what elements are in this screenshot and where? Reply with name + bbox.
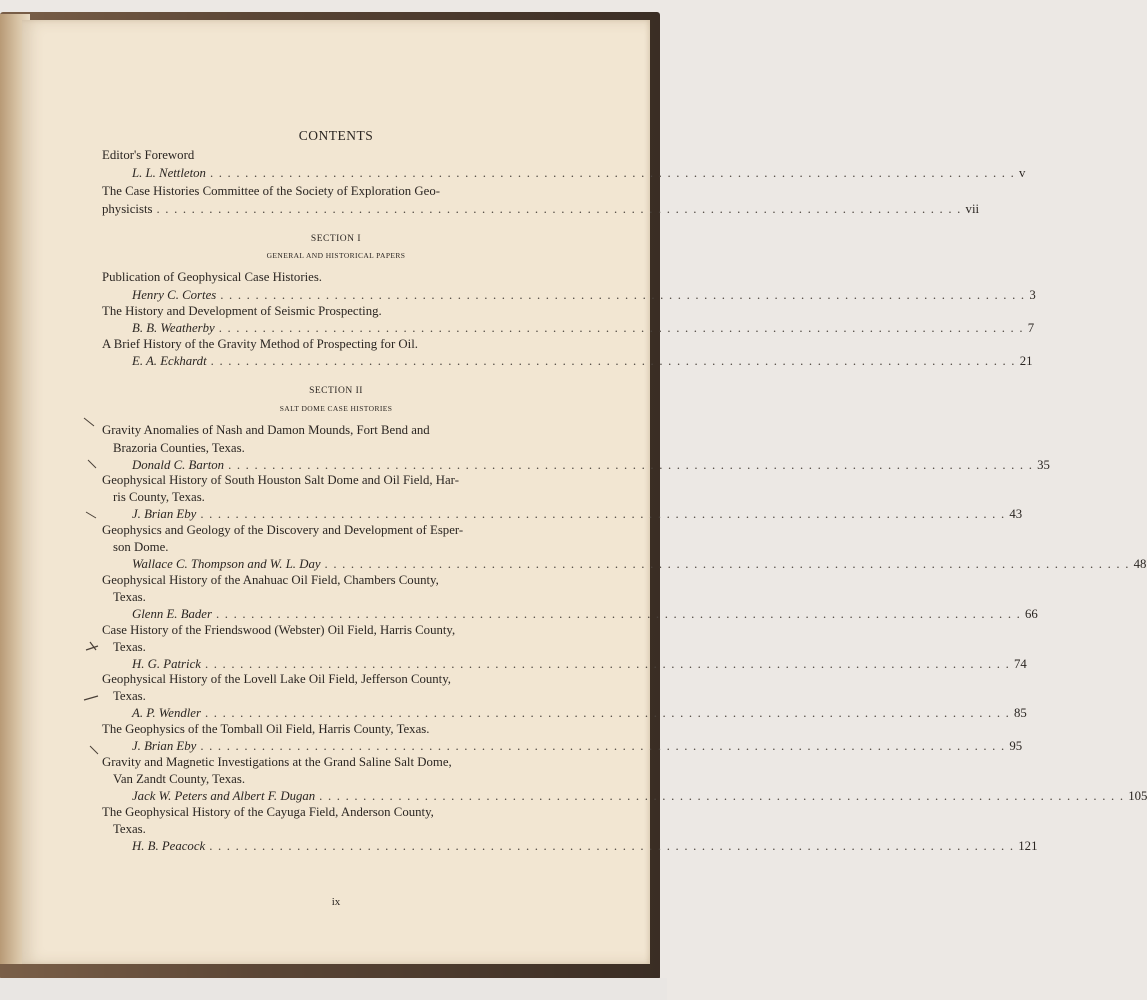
entry-title: The Geophysical History of the Cayuga Field, Anderson County,	[102, 805, 434, 819]
entry-author: Glenn E. Bader	[132, 607, 212, 621]
pencil-tick-mark	[86, 642, 98, 650]
entry-author: Wallace C. Thompson and W. L. Day	[132, 557, 321, 571]
toc-author-row	[132, 606, 1038, 622]
entry-author: Donald C. Barton	[132, 458, 225, 472]
toc-author-row	[132, 738, 1023, 754]
entry-author: L. L. Nettleton	[132, 166, 206, 180]
pencil-mark-tomball	[88, 744, 104, 760]
dot-leader: . . . . . . . . . . . . . . . . . . . . . . . . . . . . . . . . . . . . . . . . . . . . . . . . . . . . . . . . . . . . . . . . . . . . . . . . . . . . . . . . . . . . . . . . . . . .	[215, 607, 1022, 621]
toc-author-row	[132, 287, 1036, 303]
entry-title-cont: son Dome.	[113, 540, 169, 554]
entry-author: A. P. Wendler	[132, 706, 201, 720]
entry-title-cont: Texas.	[113, 822, 146, 836]
section-subtitle: SALT DOME CASE HISTORIES	[279, 404, 393, 413]
toc-author-row	[132, 705, 1027, 721]
toc-author-row	[132, 353, 1033, 369]
entry-title-cont: Van Zandt County, Texas.	[113, 772, 246, 786]
dot-leader: . . . . . . . . . . . . . . . . . . . . . . . . . . . . . . . . . . . . . . . . . . . . . . . . . . . . . . . . . . . . . . . . . . . . . . . . . . . . . . . . . . . . . . . . . . . .	[200, 507, 1006, 521]
entry-title-cont: ris County, Texas.	[113, 490, 205, 504]
toc-author-row	[132, 165, 1026, 181]
entry-author: E. A. Eckhardt	[132, 354, 207, 368]
pencil-tick-mark	[84, 696, 98, 700]
dot-leader: . . . . . . . . . . . . . . . . . . . . . . . . . . . . . . . . . . . . . . . . . . . . . . . . . . . . . . . . . . . . . . . . . . . . . . . . . . . . . . . . . . . . . . . . . . . .	[319, 789, 1125, 803]
dot-leader: . . . . . . . . . . . . . . . . . . . . . . . . . . . . . . . . . . . . . . . . . . . . . . . . . . . . . . . . . . . . . . . . . . . . . . . . . . . . . . . . . . . . . . . . . . . .	[218, 321, 1024, 335]
contents-heading: CONTENTS	[298, 128, 374, 143]
toc-author-row	[132, 838, 1038, 854]
dot-leader: . . . . . . . . . . . . . . . . . . . . . . . . . . . . . . . . . . . . . . . . . . . . . . . . . . . . . . . . . . . . . . . . . . . . . . . . . . . . . . . . . . . . . . . . . . . .	[209, 166, 1016, 180]
section-label: SECTION II	[309, 386, 363, 396]
entry-title-cont: Brazoria Counties, Texas.	[113, 441, 245, 455]
dot-leader: . . . . . . . . . . . . . . . . . . . . . . . . . . . . . . . . . . . . . . . . . . . . . . . . . . . . . . . . . . . . . . . . . . . . . . . . . . . . . . . . . . . . . . . . . . . .	[220, 288, 1026, 302]
pencil-tick-mark	[88, 460, 96, 468]
entry-title: Case History of the Friendswood (Webster) Oil Field, Harris County,	[102, 623, 456, 637]
entry-title: The Geophysics of the Tomball Oil Field, Harris County, Texas.	[102, 722, 430, 736]
book-page	[22, 20, 1147, 964]
toc-author-row	[132, 788, 1147, 804]
pencil-tick-mark	[84, 418, 94, 426]
entry-title: Publication of Geophysical Case Histories.	[102, 270, 322, 284]
entry-title-cont: Texas.	[113, 689, 146, 703]
entry-title-cont: Texas.	[113, 590, 146, 604]
section-label: SECTION I	[310, 234, 362, 244]
dot-leader: . . . . . . . . . . . . . . . . . . . . . . . . . . . . . . . . . . . . . . . . . . . . . . . . . . . . . . . . . . . . . . . . . . . . . . . . . . . . . . . . . . . . . . . . . . . .	[324, 557, 1130, 571]
toc-author-row	[132, 457, 1050, 473]
entry-author: J. Brian Eby	[132, 507, 197, 521]
entry-title: Geophysics and Geology of the Discovery and Development of Esper-	[102, 523, 464, 537]
entry-title-cont: physicists	[102, 202, 153, 216]
page-number: 35	[1037, 458, 1050, 472]
page-number: 121	[1018, 839, 1038, 853]
page-number: 3	[1029, 288, 1036, 302]
entry-title: The Case Histories Committee of the Society of Exploration Geo-	[102, 184, 440, 198]
page-number: 7	[1027, 321, 1035, 335]
page-number: 21	[1019, 354, 1033, 368]
toc-author-row	[132, 320, 1035, 336]
entry-title-cont: Texas.	[113, 640, 146, 654]
entry-author: H. B. Peacock	[132, 839, 206, 853]
page-folio: ix	[331, 896, 341, 908]
page-number: 74	[1014, 657, 1027, 671]
pencil-tick-mark	[86, 512, 96, 518]
section-subtitle: GENERAL AND HISTORICAL PAPERS	[266, 251, 406, 260]
page-number: vii	[965, 202, 980, 216]
entry-author: B. B. Weatherby	[132, 321, 215, 335]
dot-leader: . . . . . . . . . . . . . . . . . . . . . . . . . . . . . . . . . . . . . . . . . . . . . . . . . . . . . . . . . . . . . . . . . . . . . . . . . . . . . . . . . . . . . . . . . . . .	[210, 354, 1016, 368]
entry-author: H. G. Patrick	[132, 657, 201, 671]
pencil-marks	[82, 416, 102, 716]
entry-title: Gravity and Magnetic Investigations at the Grand Saline Salt Dome,	[102, 755, 452, 769]
dot-leader: . . . . . . . . . . . . . . . . . . . . . . . . . . . . . . . . . . . . . . . . . . . . . . . . . . . . . . . . . . . . . . . . . . . . . . . . . . . . . . . . . . . . . . . . . . . .	[156, 202, 962, 216]
entry-title: A Brief History of the Gravity Method of Prospecting for Oil.	[102, 337, 418, 351]
page-number: v	[1019, 166, 1026, 180]
dot-leader: . . . . . . . . . . . . . . . . . . . . . . . . . . . . . . . . . . . . . . . . . . . . . . . . . . . . . . . . . . . . . . . . . . . . . . . . . . . . . . . . . . . . . . . . . . . .	[204, 706, 1011, 720]
page-number: 48	[1133, 557, 1147, 571]
toc-author-row	[132, 656, 1027, 672]
page-number: 43	[1009, 507, 1023, 521]
dot-leader: . . . . . . . . . . . . . . . . . . . . . . . . . . . . . . . . . . . . . . . . . . . . . . . . . . . . . . . . . . . . . . . . . . . . . . . . . . . . . . . . . . . . . . . . . . . .	[200, 739, 1006, 753]
entry-title: Geophysical History of South Houston Salt Dome and Oil Field, Har-	[102, 473, 459, 487]
entry-title: The History and Development of Seismic Prospecting.	[102, 304, 382, 318]
entry-author: Henry C. Cortes	[132, 288, 217, 302]
page-number: 85	[1014, 706, 1027, 720]
toc-row	[102, 201, 980, 217]
entry-title: Editor's Foreword	[102, 148, 195, 162]
entry-author: Jack W. Peters and Albert F. Dugan	[132, 789, 316, 803]
toc-author-row	[132, 506, 1023, 522]
page-number: 66	[1025, 607, 1038, 621]
page-number: 105	[1128, 789, 1147, 803]
entry-author: J. Brian Eby	[132, 739, 197, 753]
dot-leader: . . . . . . . . . . . . . . . . . . . . . . . . . . . . . . . . . . . . . . . . . . . . . . . . . . . . . . . . . . . . . . . . . . . . . . . . . . . . . . . . . . . . . . . . . . . .	[228, 458, 1034, 472]
dot-leader: . . . . . . . . . . . . . . . . . . . . . . . . . . . . . . . . . . . . . . . . . . . . . . . . . . . . . . . . . . . . . . . . . . . . . . . . . . . . . . . . . . . . . . . . . . . .	[209, 839, 1015, 853]
page-number: 95	[1009, 739, 1023, 753]
dot-leader: . . . . . . . . . . . . . . . . . . . . . . . . . . . . . . . . . . . . . . . . . . . . . . . . . . . . . . . . . . . . . . . . . . . . . . . . . . . . . . . . . . . . . . . . . . . .	[204, 657, 1011, 671]
entry-title: Geophysical History of the Lovell Lake Oil Field, Jefferson County,	[102, 672, 452, 686]
entry-title: Geophysical History of the Anahuac Oil Field, Chambers County,	[102, 573, 439, 587]
toc-author-row	[132, 556, 1147, 572]
entry-title: Gravity Anomalies of Nash and Damon Mounds, Fort Bend and	[102, 423, 430, 437]
backdrop	[0, 978, 667, 1000]
